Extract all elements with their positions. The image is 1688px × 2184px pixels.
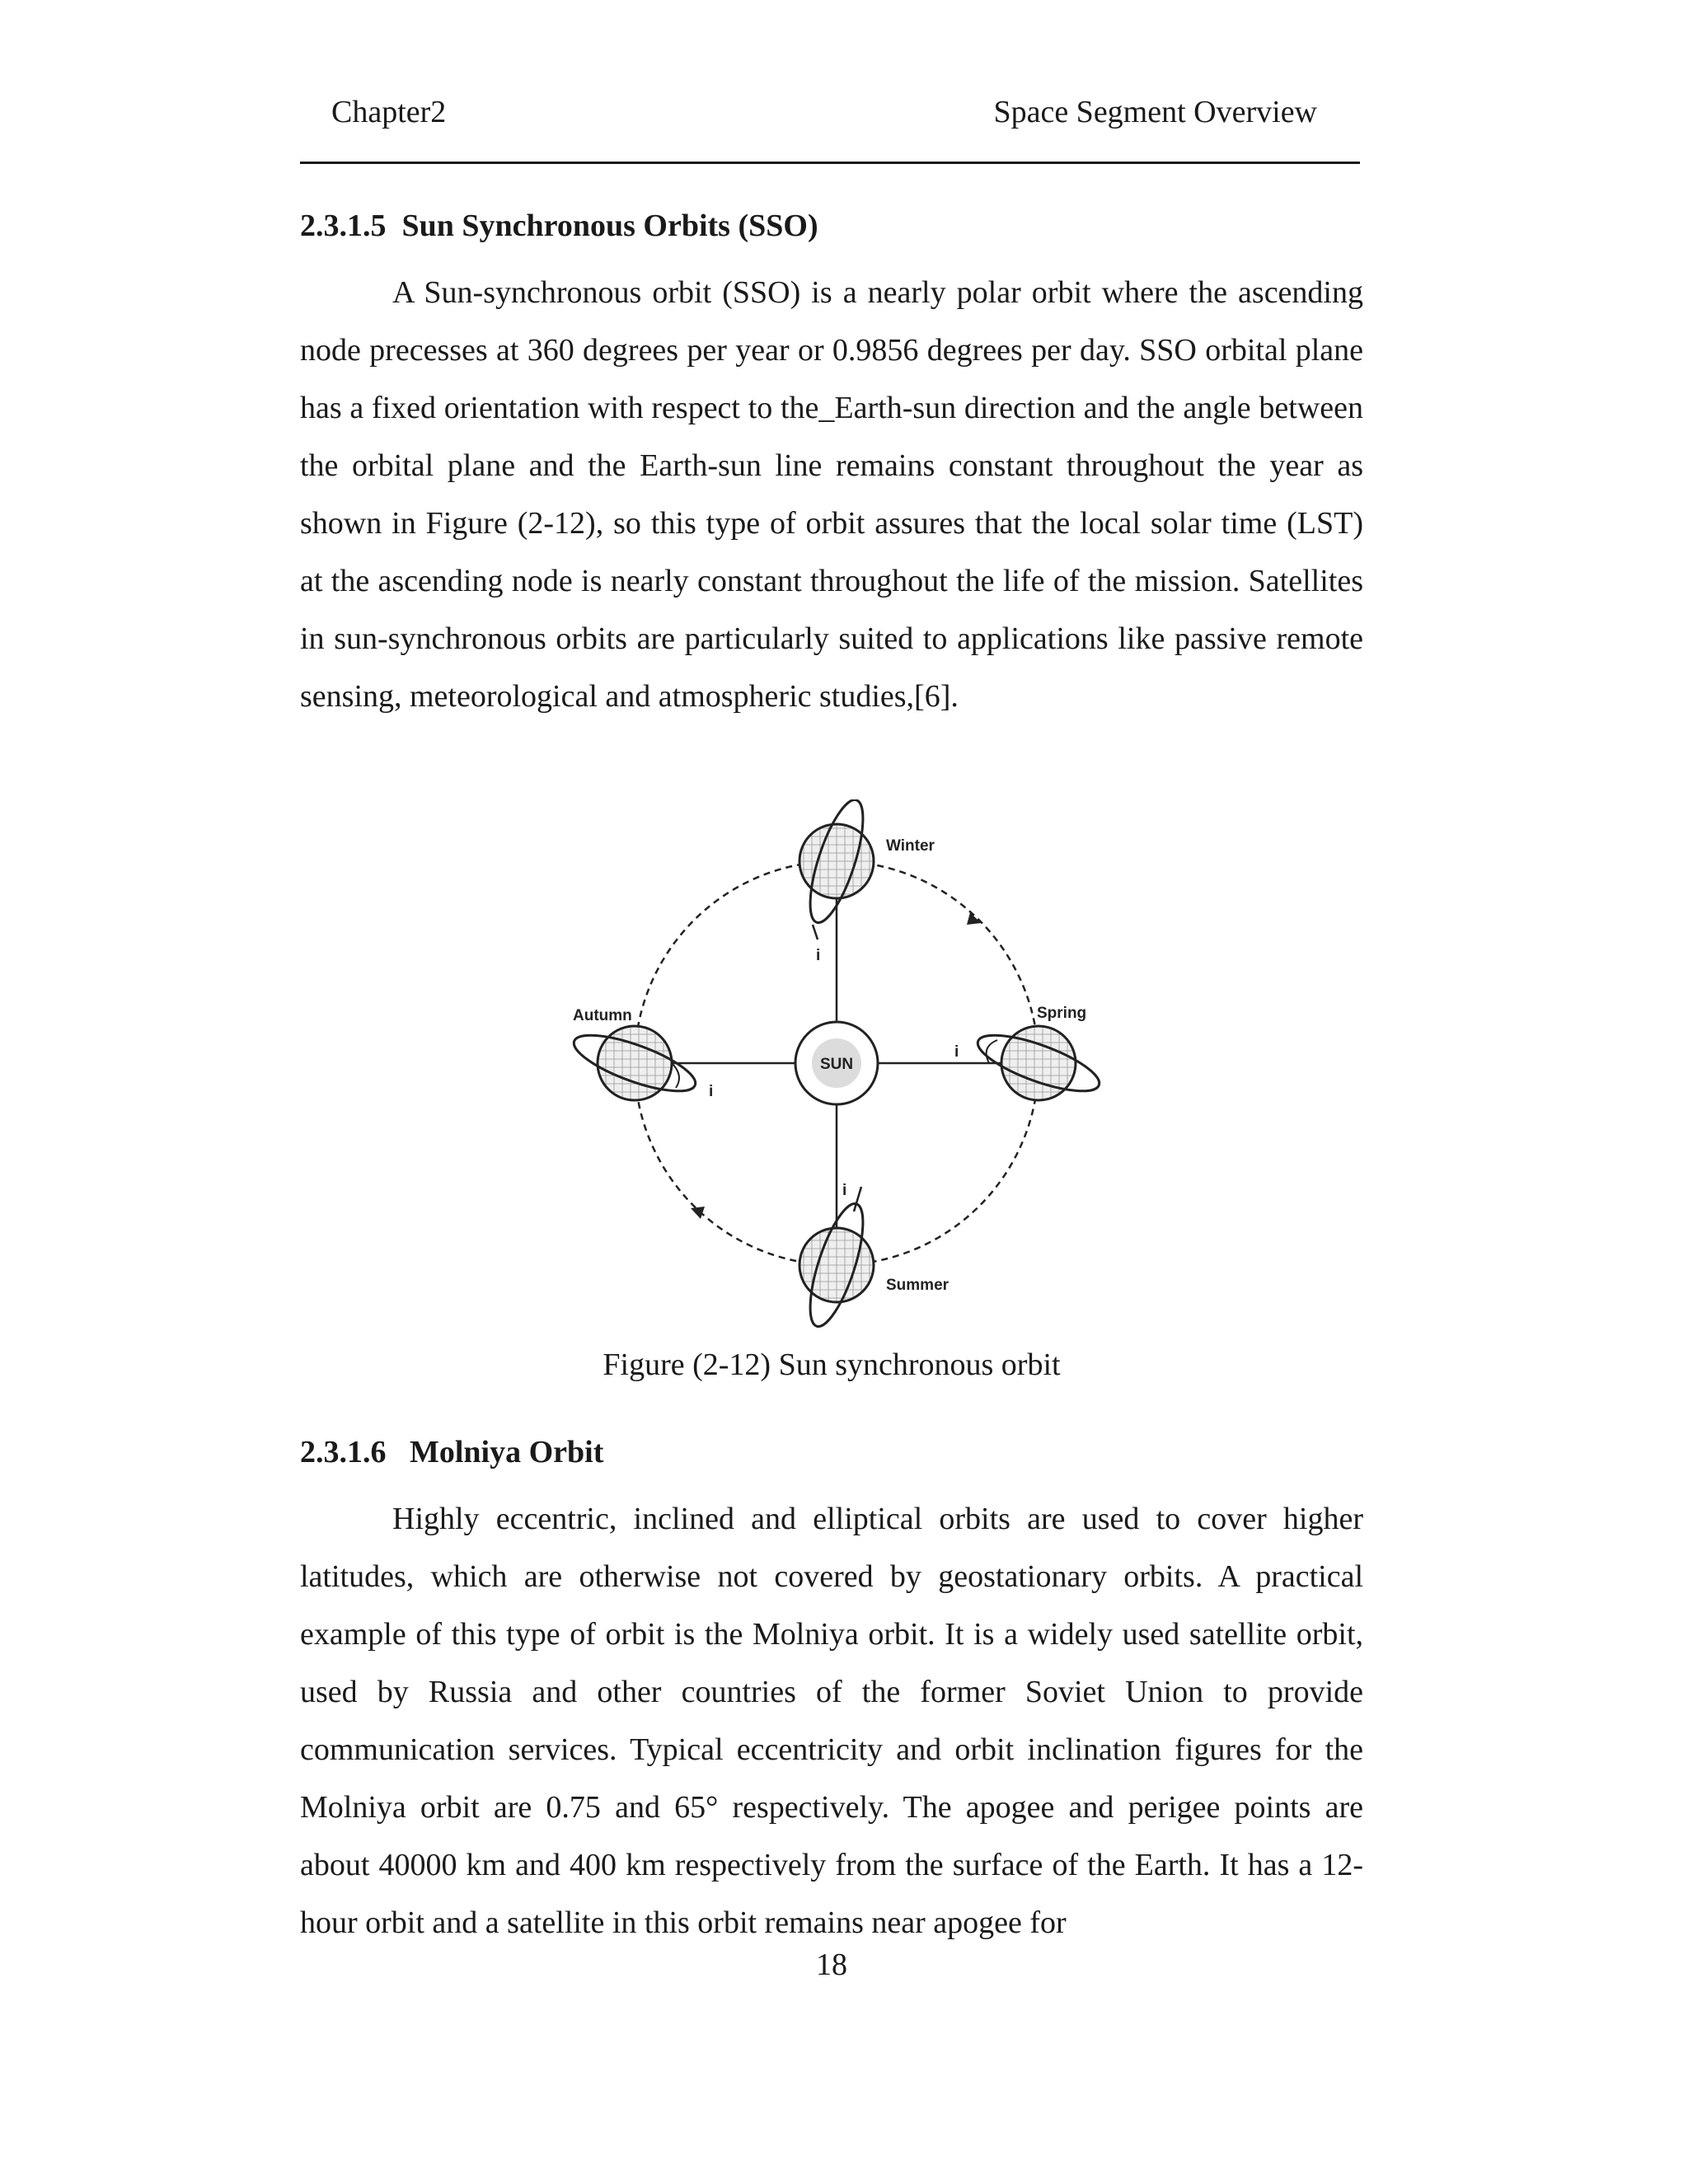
paragraph-molniya xyxy=(300,1490,1363,1952)
sso-diagram xyxy=(560,799,1121,1335)
autumn-label: Autumn xyxy=(573,1007,632,1024)
section-heading-molniya: 2.3.1.6 Molniya Orbit xyxy=(300,1435,604,1469)
winter-label: Winter xyxy=(886,837,935,855)
section-heading-sso: 2.3.1.5 Sun Synchronous Orbits (SSO) xyxy=(300,209,818,243)
paragraph-sso xyxy=(300,264,1363,725)
spring-label: Spring xyxy=(1037,1005,1087,1022)
running-header-chapter: Chapter2 xyxy=(331,95,447,129)
inclination-label-autumn: i xyxy=(709,1083,714,1100)
header-divider xyxy=(300,162,1360,164)
inclination-label-winter: i xyxy=(816,947,821,964)
figure-caption: Figure (2-12) Sun synchronous orbit xyxy=(603,1347,1061,1382)
running-header-title: Space Segment Overview xyxy=(993,95,1317,129)
inclination-label-summer: i xyxy=(842,1182,847,1199)
paragraph-sso-text: A Sun-synchronous orbit (SSO) is a nearly polar orbit where the ascending node precesses at 360 degrees per year or 0.9856 degrees per day. SSO orbital plane has a fixed orientation with respect to the_Earth-sun direction and the angle between the orbital plane and the Earth-sun line remains constant throughout the year as shown in Figure (2-12), so this type of orbit assures that the local solar time (LST) at the ascending node is nearly constant throughout the life of the mission. Satellites in sun-synchronous orbits are particularly suited to applications like passive remote sensing, meteorological and atmospheric studies,[6]. xyxy=(300,275,1363,714)
sso-figure xyxy=(560,799,1121,1335)
orbit-direction-arrow xyxy=(691,1207,705,1219)
summer-label: Summer xyxy=(886,1277,950,1294)
inclination-label-spring: i xyxy=(954,1043,959,1061)
page-number: 18 xyxy=(816,1947,847,1982)
sun-label: SUN xyxy=(819,1056,854,1073)
paragraph-molniya-text: Highly eccentric, inclined and elliptical orbits are used to cover higher latitudes, which are otherwise not covered by geostationary orbits. A practical example of this type of orbit is the Molniya orbit. It is a widely used satellite orbit, used by Russia and other countries of the former Soviet Union to provide communication services. Typical eccentricity and orbit inclination figures for the Molniya orbit are 0.75 and 65° respectively. The apogee and perigee points are about 40000 km and 400 km respectively from the surface of the Earth. It has a 12-hour orbit and a satellite in this orbit remains near apogee for xyxy=(300,1502,1363,1940)
